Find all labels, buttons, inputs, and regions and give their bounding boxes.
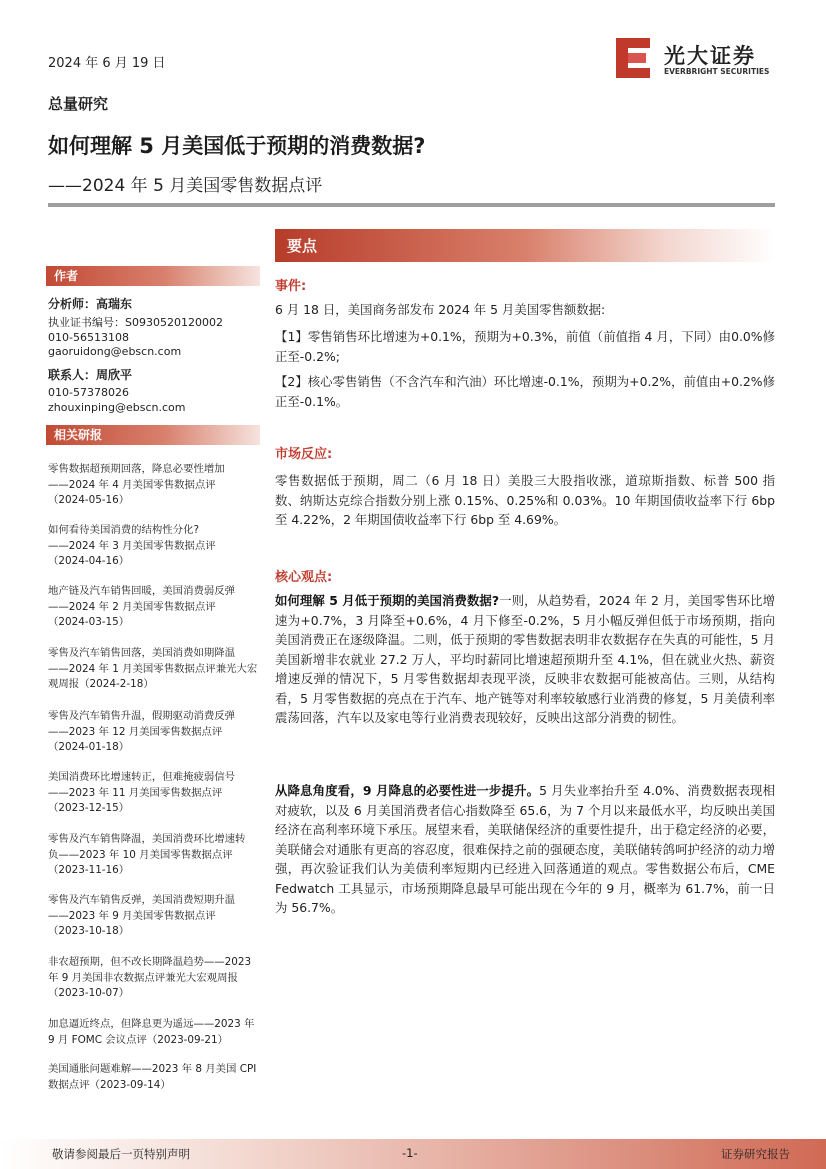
logo-mark-icon — [616, 38, 652, 78]
related-report-item[interactable]: 如何看待美国消费的结构性分化? ——2024 年 3 月美国零售数据点评 （2024-04-16） — [48, 524, 216, 567]
analyst-license: 执业证书编号：S0930520120002 — [48, 316, 223, 329]
market-reaction-heading: 市场反应: — [275, 447, 333, 462]
report-subtitle: ——2024 年 5 月美国零售数据点评 — [48, 176, 323, 196]
disclaimer-notice[interactable]: 敬请参阅最后一页特别声明 — [52, 1147, 190, 1161]
core-view-1 — [275, 591, 775, 728]
related-report-item[interactable]: 零售数据超预期回落，降息必要性增加 ——2024 年 4 月美国零售数据点评 （2024-05-16） — [48, 463, 225, 506]
contact-email[interactable]: zhouxinping@ebscn.com — [48, 401, 186, 414]
report-title: 如何理解 5 月美国低于预期的消费数据? — [48, 134, 426, 158]
key-points-banner — [275, 229, 775, 262]
related-report-item[interactable]: 地产链及汽车销售回暖，美国消费弱反弹 ——2024 年 2 月美国零售数据点评 （2024-03-15） — [48, 585, 236, 628]
analyst-email[interactable]: gaoruidong@ebscn.com — [48, 345, 182, 358]
related-report-item[interactable]: 零售及汽车销售回落，美国消费如期降温 ——2024 年 1 月美国零售数据点评兼光大宏 观周报（2024-2-18） — [48, 647, 258, 690]
related-research-header: 相关研报 — [46, 425, 260, 445]
page-number: -1- — [402, 1146, 418, 1160]
related-report-item[interactable]: 美国通胀问题难解——2023 年 8 月美国 CPI 数据点评（2023-09-14） — [48, 1063, 257, 1091]
core-view-2-body: 5 月失业率抬升至 4.0%、消费数据表现相对疲软，以及 6 月美国消费者信心指数降至 65.6，为 7 个月以来最低水平，均反映出美国经济在高利率环境下承压。展望来看，美联储保经济的重要性提升，出于稳定经济的必要，美联储会对通胀有更高的容忍度，很难保持之前的强硬态度，美联储转鸽呵护经济的动力增强，再次验证我们认为美债利率短期内已经进入回落通道的观点。零售数据公布后，CME Fedwatch 工具显示，市场预期降息最早可能出现在今年的 9 月，概率为 61.7%，前一日为 56.7%。 — [275, 783, 776, 915]
report-type-label: 证券研究报告 — [721, 1147, 790, 1161]
related-report-item[interactable]: 零售及汽车销售反弹，美国消费短期升温 ——2023 年 9 月美国零售数据点评 （2023-10-18） — [48, 894, 236, 937]
core-view-2-lead: 从降息角度看，9 月降息的必要性进一步提升。 — [275, 783, 540, 798]
company-logo — [616, 36, 786, 80]
analyst-name: 分析师：高瑞东 — [48, 297, 133, 311]
key-points-label: 要点 — [287, 237, 318, 255]
event-item-1: 【1】零售销售环比增速为+0.1%，预期为+0.3%，前值（前值指 4 月，下同）由0.0%修正至-0.2%; — [275, 329, 775, 364]
event-heading: 事件: — [275, 279, 307, 294]
related-report-item[interactable]: 加息逼近终点，但降息更为遥远——2023 年 9 月 FOMC 会议点评（2023-09-21） — [48, 1018, 255, 1046]
logo-text-cn: 光大证券 — [664, 44, 756, 68]
related-report-item[interactable]: 非农超预期，但不改长期降温趋势——2023 年 9 月美国非农数据点评兼光大宏观周报 （2023-10-07） — [48, 956, 252, 999]
related-report-item[interactable]: 零售及汽车销售降温，美国消费环比增速转 负——2023 年 10 月美国零售数据点评 （2023-11-16） — [48, 833, 246, 876]
related-report-item[interactable]: 美国消费环比增速转正，但难掩疲弱信号 ——2023 年 11 月美国零售数据点评 （2023-12-15） — [48, 771, 236, 814]
author-section-header: 作者 — [46, 266, 260, 286]
event-item-2: 【2】核心零售销售（不含汽车和汽油）环比增速-0.1%，预期为+0.2%，前值由+0.2%修正至-0.1%。 — [275, 374, 775, 409]
report-category: 总量研究 — [48, 95, 109, 113]
logo-text-en: EVERBRIGHT SECURITIES — [664, 67, 770, 76]
report-date: 2024 年 6 月 19 日 — [48, 56, 166, 71]
core-view-1-body: 一则，从趋势看，2024 年 2 月，美国零售环比增速为+0.7%，3 月降至+0.6%，4 月下修至-0.2%，5 月小幅反弹但低于市场预期，指向美国消费正在逐级降温。二则，低于预期的零售数据表明非农数据存在失真的可能性，5 月美国新增非农就业 27.2 万人，平均时薪同比增速超预期升至 4.1%，但在就业火热、薪资增速反弹的情况下，5 月零售数据却表现平淡，反映非农数据可能被高估。三则，从结构看，5 月零售数据的亮点在于汽车、地产链等对利率较敏感行业消费的修复，5 月美债利率震荡回落，汽车以及家电等行业消费表现较好，反映出这部分消费的韧性。 — [275, 593, 775, 725]
contact-name: 联系人：周欣平 — [48, 368, 133, 382]
title-divider — [48, 203, 775, 207]
core-views-heading: 核心观点: — [275, 570, 333, 585]
related-report-item[interactable]: 零售及汽车销售升温，假期驱动消费反弹 ——2023 年 12 月美国零售数据点评 （2024-01-18） — [48, 710, 236, 753]
core-view-1-lead: 如何理解 5 月低于预期的美国消费数据? — [275, 593, 500, 608]
core-view-2 — [275, 781, 775, 918]
event-intro: 6 月 18 日，美国商务部发布 2024 年 5 月美国零售额数据: — [275, 302, 606, 317]
analyst-phone: 010-56513108 — [48, 331, 129, 344]
contact-phone: 010-57378026 — [48, 386, 129, 399]
market-reaction-text: 零售数据低于预期，周二（6 月 18 日）美股三大股指收涨，道琼斯指数、标普 500 指数、纳斯达克综合指数分别上涨 0.15%、0.25%和 0.03%。10 年期国债收益率下行 6bp 至 4.22%，2 年期国债收益率下行 6bp 至 4.69%。 — [275, 473, 775, 527]
